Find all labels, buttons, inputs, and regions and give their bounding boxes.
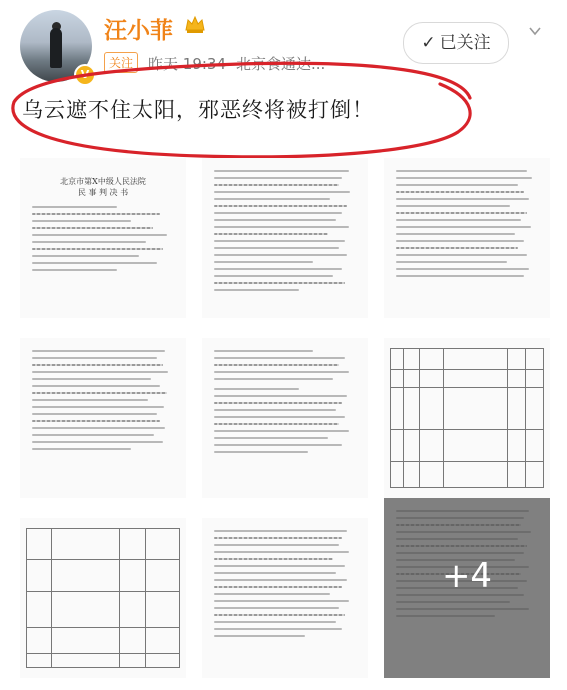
document-table [390, 348, 544, 488]
crown-icon [184, 14, 206, 34]
post-text: 乌云遮不住太阳，邪恶终将被打倒！ [22, 98, 374, 122]
followed-button-label: 已关注 [439, 33, 491, 53]
image-grid [20, 158, 550, 678]
document-page [214, 350, 356, 490]
image-thumbnail[interactable] [202, 158, 368, 318]
image-thumbnail[interactable] [384, 158, 550, 318]
verified-badge-icon: V [74, 64, 96, 86]
image-thumbnail[interactable] [202, 518, 368, 678]
document-page [32, 350, 174, 490]
document-page [214, 530, 356, 670]
avatar-figure [50, 28, 62, 68]
image-thumbnail[interactable] [20, 518, 186, 678]
post-meta [104, 52, 335, 74]
image-thumbnail[interactable] [384, 338, 550, 498]
followed-button[interactable] [403, 22, 509, 64]
follow-tag: 关注 [104, 52, 138, 73]
post-time: 昨天 19:34 [148, 55, 227, 73]
more-images-count: +4 [441, 556, 493, 596]
image-thumbnail[interactable] [202, 338, 368, 498]
image-thumbnail[interactable] [20, 338, 186, 498]
author-name[interactable]: 汪小菲 [104, 18, 173, 44]
post-header [0, 0, 567, 90]
image-thumbnail-more[interactable] [384, 498, 550, 678]
post-location[interactable]: 北京食通达... [236, 55, 326, 73]
image-thumbnail[interactable] [20, 158, 186, 318]
chevron-down-icon[interactable] [528, 24, 542, 38]
check-icon: ✓ [421, 33, 436, 53]
document-page [396, 170, 538, 310]
document-page [32, 170, 174, 310]
document-page [214, 170, 356, 310]
document-table [26, 528, 180, 668]
document-title: 北京市第X中级人民法院 民 事 判 决 书 [60, 177, 146, 197]
